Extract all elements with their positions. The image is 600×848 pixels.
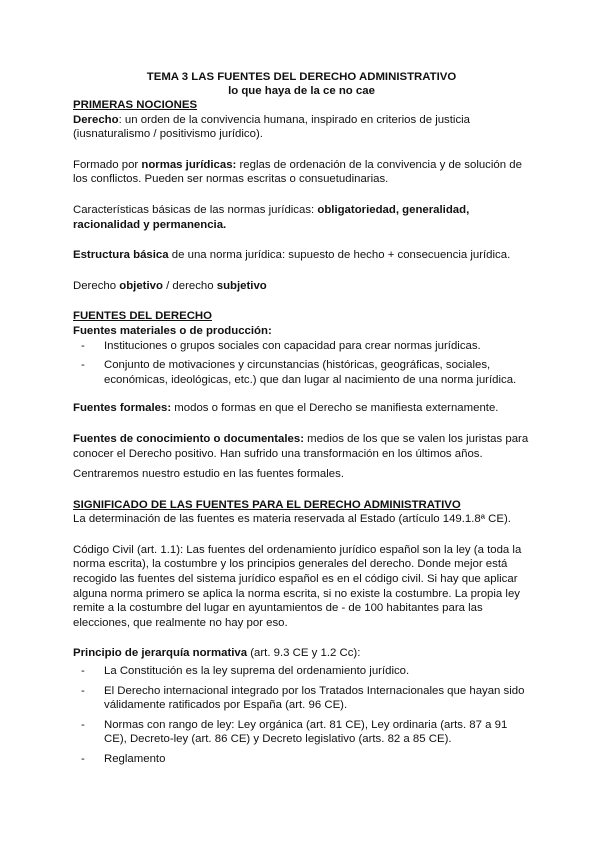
text-fuentes-conocimiento: medios de los que se valen los juristas para conocer el Derecho positivo. Han sufrido una transformación en los últimos años. <box>73 432 529 460</box>
term-estructura: Estructura básica <box>73 249 169 262</box>
term-normas-juridicas: normas jurídicas: <box>141 158 237 171</box>
paragraph-derecho <box>73 113 530 142</box>
paragraph-codigo-civil: Código Civil (art. 1.1): Las fuentes del ordenamiento jurídico español son la ley (a toda la norma escrita), la costumbre y los principios generales del derecho. Donde mejor está recogido las fuentes del sistema jurídico español es en el código civil. Si hay que aplicar alguna norma primero se aplica la norma escrita, si no existe la costumbre. La propia ley remite a la costumbre del lugar en ayuntamientos de - de 100 habitantes para las elecciones, que realmente no hay por eso. <box>73 543 522 629</box>
list-jerarquia <box>73 664 530 767</box>
document-subtitle: lo que haya de la ce no cae <box>228 85 375 97</box>
text-caracteristicas: Características básicas de las normas jurídicas: <box>73 203 318 216</box>
term-derecho: Derecho <box>73 113 119 126</box>
list-item: - Conjunto de motivaciones y circunstancias (históricas, geográficas, sociales, económicas, ideológicas, etc.) que dan lugar al nacimiento de una norma jurídica. <box>93 358 530 387</box>
term-fuentes-materiales: Fuentes materiales o de producción: <box>73 324 272 337</box>
section-heading-fuentes-derecho: FUENTES DEL DERECHO <box>73 310 213 323</box>
text-formado-pre: Formado por <box>73 158 142 171</box>
term-caracteristicas: obligatoriedad, generalidad, racionalidad y permanencia. <box>73 203 470 231</box>
term-principio-jerarquia: Principio de jerarquía normativa <box>73 647 248 660</box>
subheading-fuentes-materiales <box>73 324 530 339</box>
paragraph-principio-jerarquia <box>73 646 530 661</box>
paragraph-formado <box>73 158 530 187</box>
list-fuentes-materiales <box>73 339 530 388</box>
text-derecho: : un orden de la convivencia humana, inspirado en criterios de justicia (iusnaturalismo / positivismo jurídico). <box>73 113 471 141</box>
list-item: - La Constitución es la ley suprema del ordenamiento jurídico. <box>93 664 530 679</box>
text-obj-pre: Derecho <box>73 279 120 292</box>
paragraph-fuentes-conocimiento <box>73 432 530 461</box>
list-item: - Reglamento <box>93 752 530 767</box>
list-item: - Instituciones o grupos sociales con capacidad para crear normas jurídicas. <box>93 339 530 354</box>
text-principio-jerarquia: (art. 9.3 CE y 1.2 Cc): <box>247 647 361 660</box>
text-fuentes-formales: modos o formas en que el Derecho se manifiesta externamente. <box>171 402 499 415</box>
paragraph-fuentes-formales <box>73 401 530 416</box>
paragraph-determinacion: La determinación de las fuentes es materia reservada al Estado (artículo 149.1.8ª CE). <box>73 513 511 526</box>
section-heading-significado: SIGNIFICADO DE LAS FUENTES PARA EL DERECHO ADMINISTRATIVO <box>73 498 461 511</box>
paragraph-objetivo-subjetivo <box>73 279 530 294</box>
paragraph-caracteristicas <box>73 203 530 232</box>
text-formado: reglas de ordenación de la convivencia y de solución de los conflictos. Pueden ser normas escritas o consuetudinarias. <box>73 158 522 186</box>
paragraph-centraremos: Centraremos nuestro estudio en las fuentes formales. <box>73 468 344 481</box>
document-title: TEMA 3 LAS FUENTES DEL DERECHO ADMINISTRATIVO <box>146 71 457 83</box>
term-fuentes-formales: Fuentes formales: <box>73 402 172 415</box>
list-item: - El Derecho internacional integrado por los Tratados Internacionales que hayan sido válidamente ratificados por España (art. 96 CE). <box>93 684 530 713</box>
text-estructura: de una norma jurídica: supuesto de hecho + consecuencia jurídica. <box>168 249 511 262</box>
term-subjetivo: subjetivo <box>216 279 267 292</box>
paragraph-estructura <box>73 248 530 263</box>
term-fuentes-conocimiento: Fuentes de conocimiento o documentales: <box>73 432 305 445</box>
term-objetivo: objetivo <box>119 279 163 292</box>
section-heading-primeras-nociones: PRIMERAS NOCIONES <box>73 99 198 111</box>
text-obj-mid: / derecho <box>162 279 217 292</box>
list-item: - Normas con rango de ley: Ley orgánica (art. 81 CE), Ley ordinaria (arts. 87 a 91 CE), Decreto-ley (art. 86 CE) y Decreto legislativo (arts. 82 a 85 CE). <box>93 718 530 747</box>
